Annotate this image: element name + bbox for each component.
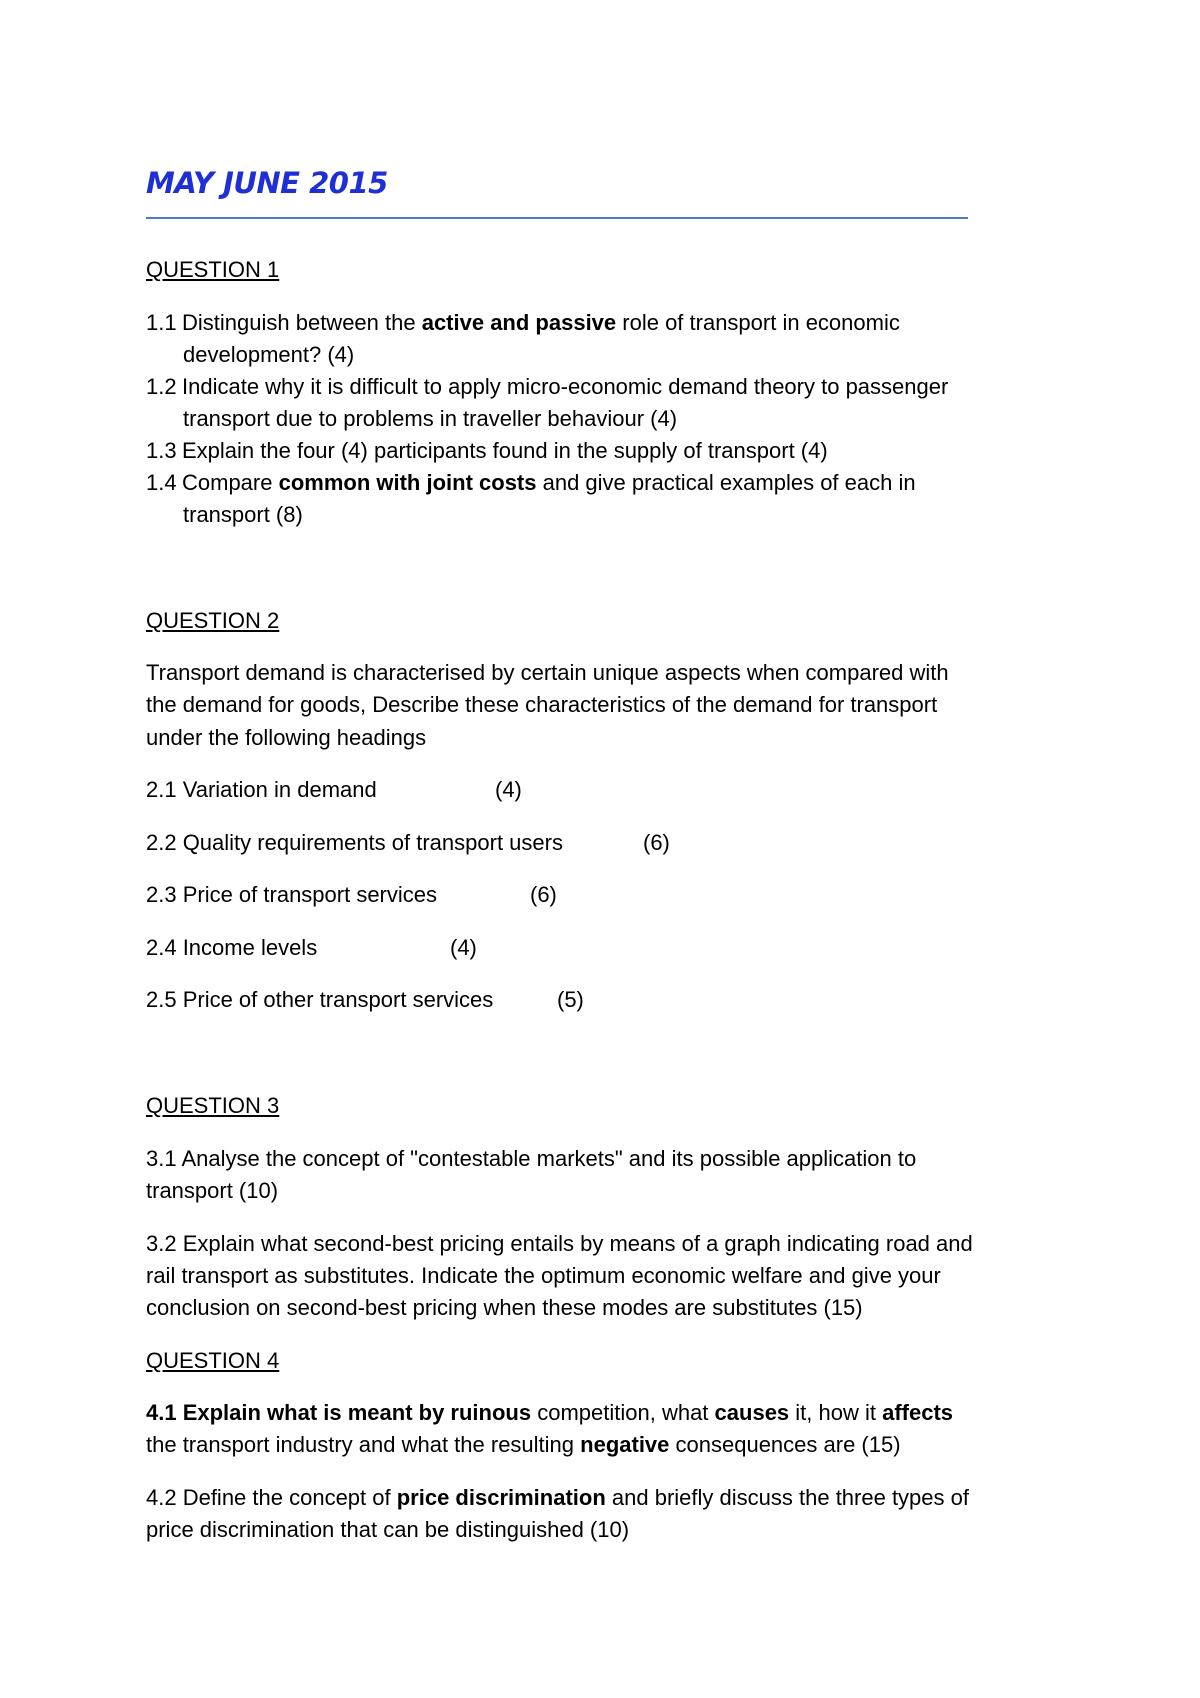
title-underline xyxy=(146,217,968,219)
question-3-2: 3.2 Explain what second-best pricing entails by means of a graph indicating road and xyxy=(146,1231,973,1256)
question-1-2-continued: transport due to problems in traveller behaviour (4) xyxy=(183,406,678,431)
question-3-2-continued: conclusion on second-best pricing when these modes are substitutes (15) xyxy=(146,1295,863,1320)
question-1-3 xyxy=(146,435,828,467)
item-text: Distinguish between the xyxy=(182,310,422,335)
text: it, how it xyxy=(789,1400,883,1425)
question-2-4-marks: (4) xyxy=(450,935,477,960)
item-number: 1.4 xyxy=(146,470,177,495)
question-2-1-marks: (4) xyxy=(495,777,522,802)
question-2-2: 2.2 Quality requirements of transport users xyxy=(146,830,563,855)
question-1-4-continued: transport (8) xyxy=(183,502,303,527)
question-2-intro-line: under the following headings xyxy=(146,725,427,750)
item-number: 1.2 xyxy=(146,374,177,399)
question-1-4 xyxy=(146,467,916,499)
question-2-4: 2.4 Income levels xyxy=(146,935,318,960)
question-1-1-continued: development? (4) xyxy=(183,342,355,367)
bold-text: 4.1 Explain what is meant by ruinous xyxy=(146,1400,532,1425)
question-2-intro-line: Transport demand is characterised by certain unique aspects when compared with xyxy=(146,660,949,685)
bold-text: affects xyxy=(882,1400,954,1425)
item-text: Indicate why it is difficult to apply micro-economic demand theory to passenger xyxy=(182,374,949,399)
question-1-1 xyxy=(146,307,900,339)
question-2-1: 2.1 Variation in demand xyxy=(146,777,377,802)
bold-text: price discrimination xyxy=(396,1485,606,1510)
question-4-2 xyxy=(146,1482,969,1514)
question-2-5-marks: (5) xyxy=(557,987,584,1012)
question-3-1-continued: transport (10) xyxy=(146,1178,279,1203)
text: the transport industry and what the resulting xyxy=(146,1432,581,1457)
item-number: 1.1 xyxy=(146,310,177,335)
item-text: role of transport in economic xyxy=(616,310,900,335)
item-text: and give practical examples of each in xyxy=(536,470,916,495)
question-2-3: 2.3 Price of transport services xyxy=(146,882,438,907)
question-4-heading: QUESTION 4 xyxy=(146,1348,280,1373)
text: and briefly discuss the three types of xyxy=(605,1485,969,1510)
question-2-3-marks: (6) xyxy=(530,882,557,907)
question-2-5: 2.5 Price of other transport services xyxy=(146,987,494,1012)
question-2-intro-line: the demand for goods, Describe these characteristics of the demand for transport xyxy=(146,692,938,717)
question-4-1-continued xyxy=(146,1429,901,1461)
bold-text: negative xyxy=(580,1432,670,1457)
bold-text: causes xyxy=(714,1400,790,1425)
question-3-heading: QUESTION 3 xyxy=(146,1093,280,1118)
question-2-heading: QUESTION 2 xyxy=(146,608,280,633)
page-title: MAY JUNE 2015 xyxy=(146,166,388,200)
question-1-2 xyxy=(146,371,948,403)
item-number: 1.3 xyxy=(146,438,177,463)
question-4-2-continued: price discrimination that can be distinguished (10) xyxy=(146,1517,630,1542)
question-2-2-marks: (6) xyxy=(643,830,670,855)
text: 4.2 Define the concept of xyxy=(146,1485,397,1510)
question-3-1: 3.1 Analyse the concept of "contestable markets" and its possible application to xyxy=(146,1146,917,1171)
text: consequences are (15) xyxy=(669,1432,901,1457)
question-1-heading: QUESTION 1 xyxy=(146,257,280,282)
question-3-2-continued: rail transport as substitutes. Indicate the optimum economic welfare and give your xyxy=(146,1263,941,1288)
item-bold-text: common with joint costs xyxy=(278,470,537,495)
question-4-1 xyxy=(146,1397,953,1429)
item-bold-text: active and passive xyxy=(421,310,617,335)
item-text: Explain the four (4) participants found in the supply of transport (4) xyxy=(182,438,828,463)
text: competition, what xyxy=(531,1400,715,1425)
item-text: Compare xyxy=(182,470,279,495)
